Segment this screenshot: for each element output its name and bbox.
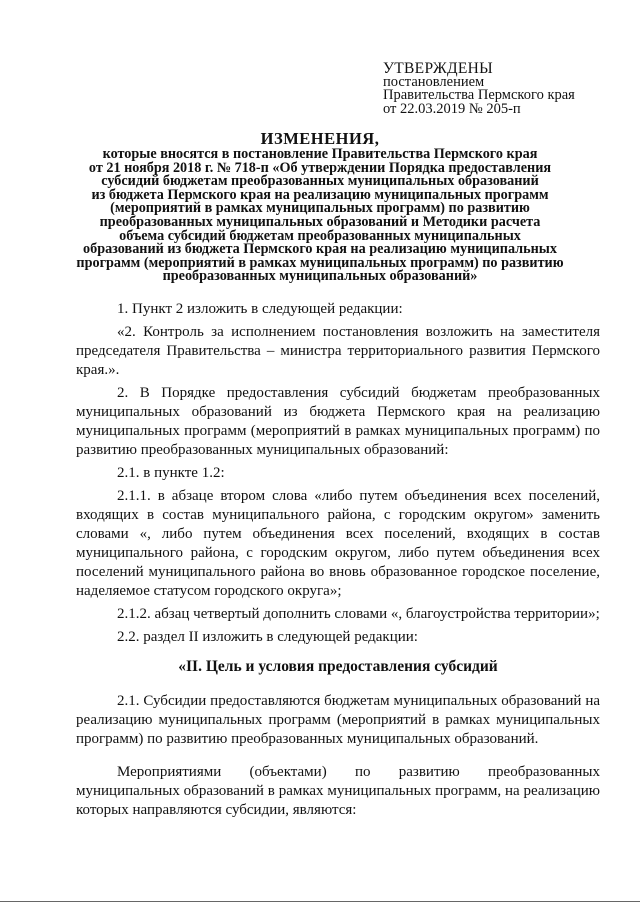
paragraph-item-2-1-2: 2.1.2. абзац четвертый дополнить словами «, благоустройства территории»; [117,606,600,622]
section-title: «II. Цель и условия предоставления субсидий [178,658,498,675]
paragraph-item-2-2: 2.2. раздел II изложить в следующей редакции: [117,629,418,645]
approval-line: постановлением [383,73,485,90]
subtitle-line: от 21 ноября 2018 г. № 718-п «Об утверждении Порядка предоставления [88,159,552,176]
subtitle-line: программ (мероприятий в рамках муниципальных программ) по развитию [76,254,564,271]
subtitle-line: (мероприятий в рамках муниципальных программ) по развитию [110,200,530,217]
paragraph-quote-item-2: «2. Контроль за исполнением постановления возложить на заместителя председателя Правительства – министра территориального развития Пермского края.». [76,324,600,378]
subtitle-line: субсидий бюджетам преобразованных муниципальных образований [101,173,539,190]
subtitle-line: которые вносятся в постановление Правительства Пермского края [102,146,538,162]
subtitle-line: объема субсидий бюджетам преобразованных муниципальных [119,227,521,244]
subtitle-line: преобразованных муниципальных образований» [162,268,478,285]
approval-title: УТВЕРЖДЕНЫ [383,60,493,77]
paragraph-item-2: 2. В Порядке предоставления субсидий бюджетам преобразованных муниципальных образований из бюджета Пермского края на реализацию муниципальных программ (мероприятий в рамках муниципальных программ) по развитию преобразованных муниципальных образований: [76,385,600,458]
paragraph-item-2-1: 2.1. в пункте 1.2: [117,465,225,481]
approval-line: от 22.03.2019 № 205-п [383,100,521,117]
document-subtitle [70,148,570,284]
paragraph-section-2-1: 2.1. Субсидии предоставляются бюджетам муниципальных образований на реализацию муниципальных программ (мероприятий в рамках муниципальных программ) по развитию преобразованных муниципальных образований. [76,693,600,747]
approval-stamp [383,62,613,116]
document-title: ИЗМЕНЕНИЯ, [260,129,380,148]
paragraph-item-2-1-1: 2.1.1. в абзаце втором слова «либо путем объединения всех поселений, входящих в состав муниципального района, с городским округом» заменить словами «, либо путем объединения всех поселений, входящих в состав муниципального района, с городским округом, либо путем объединения всех поселений муниципального района во вновь образованное городское поселение, наделяемое статусом городского округа»; [76,488,600,599]
approval-line: Правительства Пермского края [383,87,575,103]
subtitle-line: из бюджета Пермского края на реализацию муниципальных программ [91,186,549,203]
subtitle-line: преобразованных муниципальных образований и Методики расчета [99,213,541,230]
page-bottom-edge [0,901,640,902]
document-body [76,300,600,824]
paragraph-events: Мероприятиями (объектами) по развитию преобразованных муниципальных образований в рамках муниципальных программ, на реализацию которых направляются субсидии, являются: [76,764,600,818]
subtitle-line: образований из бюджета Пермского края на реализацию муниципальных [83,241,557,258]
paragraph-item-1: 1. Пункт 2 изложить в следующей редакции: [117,301,403,317]
